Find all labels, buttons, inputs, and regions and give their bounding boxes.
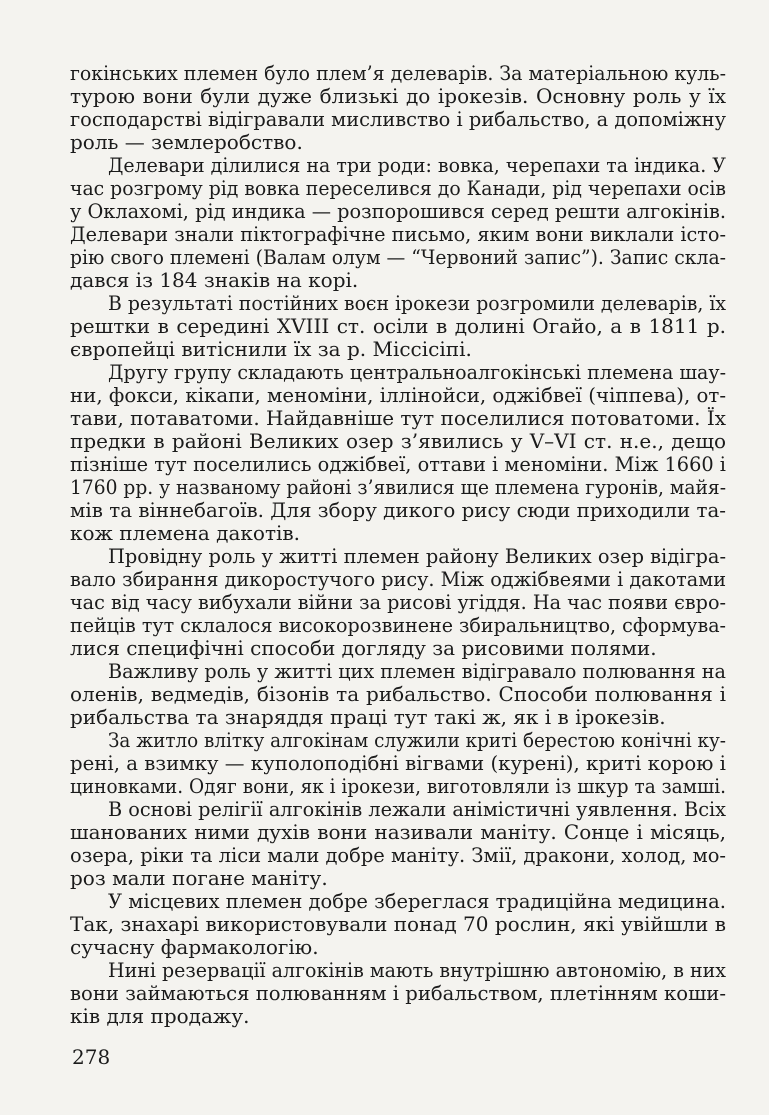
text-line: час від часу вибухали війни за рисові угіддя. На час появи євро-: [70, 590, 726, 614]
text-line: європейці витіснили їх за р. Міссісіпі.: [70, 337, 472, 361]
text-line: час розгрому рід вовка переселився до Канади, рід черепахи осів: [70, 176, 726, 200]
text-line: озера, ріки та ліси мали добре маніту. Змії, дракони, холод, мо-: [70, 843, 726, 867]
text-line: циновками. Одяг вони, як і ірокези, виготовляли із шкур та замші.: [70, 774, 726, 798]
paragraph-first-line: Нині резервації алгокінів мають внутрішню автономію, в них: [108, 958, 726, 982]
text-line: дався із 184 знаків на корі.: [70, 268, 359, 292]
paragraph-first-line: В основі релігії алгокінів лежали анімістичні уявлення. Всіх: [108, 797, 726, 821]
text-line: рибальства та знаряддя праці тут такі ж, як і в ірокезів.: [70, 705, 666, 729]
paragraph-first-line: Делевари ділилися на три роди: вовка, черепахи та індика. У: [108, 153, 726, 177]
text-line: кож племена дакотів.: [70, 521, 301, 545]
text-line: вони займаються полюванням і рибальством, плетінням коши-: [70, 981, 726, 1005]
text-line: турою вони були дуже близькі до ірокезів. Основну роль у їх: [70, 84, 726, 108]
page-number: 278: [72, 1045, 111, 1069]
text-line: пізніше тут поселились оджібвеї, оттави і меноміни. Між 1660 і: [70, 452, 726, 476]
text-line: ків для продажу.: [70, 1004, 250, 1028]
text-line: пейців тут склалося високорозвинене збиральництво, сформува-: [70, 613, 726, 637]
text-line: рію свого племені (Валам олум — “Червоний запис”). Запис скла-: [70, 245, 726, 269]
text-line: господарстві відігравали мисливство і рибальство, а допоміжну: [70, 107, 726, 131]
text-line: Так, знахарі використовували понад 70 рослин, які увійшли в: [70, 912, 726, 936]
text-line: у Оклахомі, рід индика — розпорошився серед решти алгокінів.: [70, 199, 726, 223]
text-line: шанованих ними духів вони називали маніту. Сонце і місяць,: [70, 820, 726, 844]
paragraph-first-line: За житло влітку алгокінам служили криті берестою конічні ку-: [108, 728, 726, 752]
paragraph-first-line: Провідну роль у житті племен району Великих озер відігра-: [108, 544, 726, 568]
text-line: сучасну фармакологію.: [70, 935, 319, 959]
text-line: 1760 рр. у названому районі з’явилися ще племена гуронів, майя-: [70, 475, 726, 499]
text-line: рештки в середині XVIII ст. осіли в долині Огайо, а в 1811 р.: [70, 314, 726, 338]
text-line: роз мали погане маніту.: [70, 866, 328, 890]
text-line: ни, фокси, кікапи, меноміни, іллінойси, оджібвеї (чіппева), от-: [70, 383, 726, 407]
text-line: Делевари знали піктографічне письмо, яким вони виклали істо-: [70, 222, 726, 246]
text-line: роль — землеробство.: [70, 130, 303, 154]
text-line: тави, потаватоми. Найдавніше тут поселилися потоватоми. Їх: [70, 406, 726, 430]
paragraph-first-line: Важливу роль у житті цих племен відігравало полювання на: [108, 659, 726, 683]
text-line: лися специфічні способи догляду за рисовими полями.: [70, 636, 657, 660]
text-line: предки в районі Великих озер з’явились у V–VI ст. н.е., дещо: [70, 429, 726, 453]
text-line: мів та віннебагоїв. Для збору дикого рису сюди приходили та-: [70, 498, 726, 522]
text-line: гокінських племен було плем’я делеварів. За матеріальною куль-: [70, 61, 726, 85]
body-text: [70, 62, 726, 1028]
text-line: вало збирання дикоростучого рису. Між оджібвеями і дакотами: [70, 567, 726, 591]
text-line: рені, а взимку — куполоподібні вігвами (курені), криті корою і: [70, 751, 726, 775]
paragraph-first-line: В результаті постійних воєн ірокези розгромили делеварів, їх: [108, 291, 726, 315]
paragraph-first-line: Другу групу складають центральноалгокінські племена шау-: [108, 360, 726, 384]
text-line: оленів, ведмедів, бізонів та рибальство. Способи полювання і: [70, 682, 726, 706]
paragraph-first-line: У місцевих племен добре збереглася традиційна медицина.: [108, 889, 726, 913]
